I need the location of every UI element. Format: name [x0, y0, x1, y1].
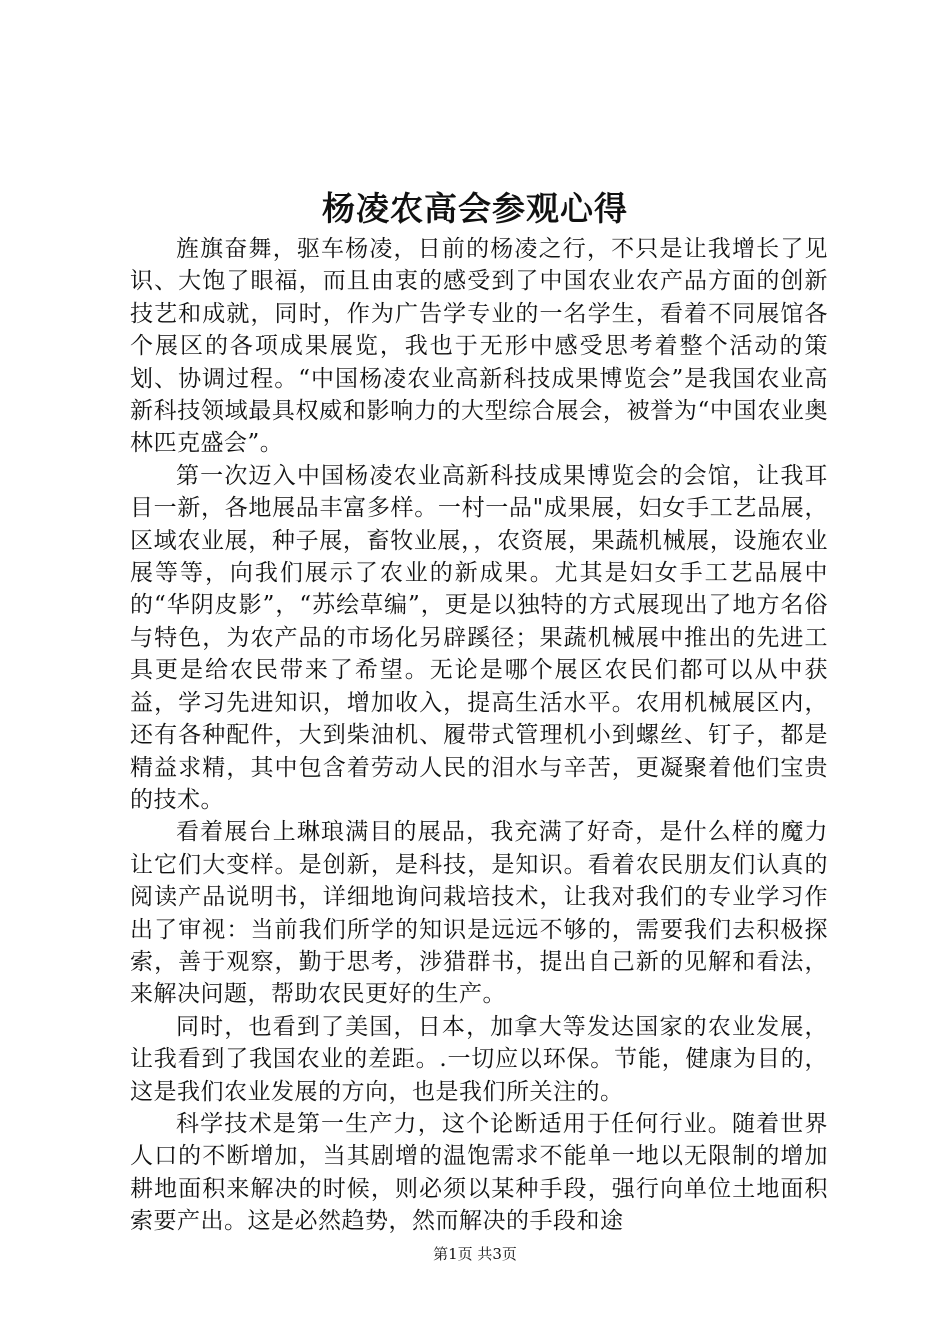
document-title: 杨凌农高会参观心得 — [322, 189, 628, 228]
document-body — [130, 233, 828, 1238]
paragraph-5: 科学技术是第一生产力，这个论断适用于任何行业。随着世界人口的不断增加，当其剧增的温饱需求不能单一地以无限制的增加耕地面积来解决的时候，则必须以某种手段，强行向单位土地面积索要产出。这是必然趋势，然而解决的手段和途 — [130, 1110, 828, 1235]
paragraph-4: 同时，也看到了美国，日本，加拿大等发达国家的农业发展，让我看到了我国农业的差距。.一切应以环保。节能，健康为目的，这是我们农业发展的方向，也是我们所关注的。 — [130, 1013, 828, 1105]
paragraph-3: 看着展台上琳琅满目的展品，我充满了好奇，是什么样的魔力让它们大变样。是创新，是科技，是知识。看着农民朋友们认真的阅读产品说明书，详细地询问栽培技术，让我对我们的专业学习作出了审视：当前我们所学的知识是远远不够的，需要我们去积极探索，善于观察，勤于思考，涉猎群书，提出自己新的见解和看法，来解决问题，帮助农民更好的生产。 — [130, 819, 828, 1008]
paragraph-2: 第一次迈入中国杨凌农业高新科技成果博览会的会馆，让我耳目一新，各地展品丰富多样。一村一品"成果展，妇女手工艺品展，区域农业展，种子展，畜牧业展，，农资展，果蔬机械展，设施农业展等等，向我们展示了农业的新成果。尤其是妇女手工艺品展中的“华阴皮影”，“苏绘草编”，更是以独特的方式展现出了地方名俗与特色，为农产品的市场化另辟蹊径；果蔬机械展中推出的先进工具更是给农民带来了希望。无论是哪个展区农民们都可以从中获益，学习先进知识，增加收入，提高生活水平。农用机械展区内，还有各种配件，大到柴油机、履带式管理机小到螺丝、钉子，都是精益求精，其中包含着劳动人民的泪水与辛苦，更凝聚着他们宝贵的技术。 — [130, 462, 828, 813]
page-footer: 第1页 共3页 — [433, 1245, 517, 1263]
paragraph-1: 旌旗奋舞，驱车杨凌，日前的杨凌之行，不只是让我增长了见识、大饱了眼福，而且由衷的感受到了中国农业农产品方面的创新技艺和成就，同时，作为广告学专业的一名学生，看着不同展馆各个展区的各项成果展览，我也于无形中感受思考着整个活动的策划、协调过程。“中国杨凌农业高新科技成果博览会”是我国农业高新科技领域最具权威和影响力的大型综合展会，被誉为“中国农业奥林匹克盛会”。 — [130, 236, 828, 457]
